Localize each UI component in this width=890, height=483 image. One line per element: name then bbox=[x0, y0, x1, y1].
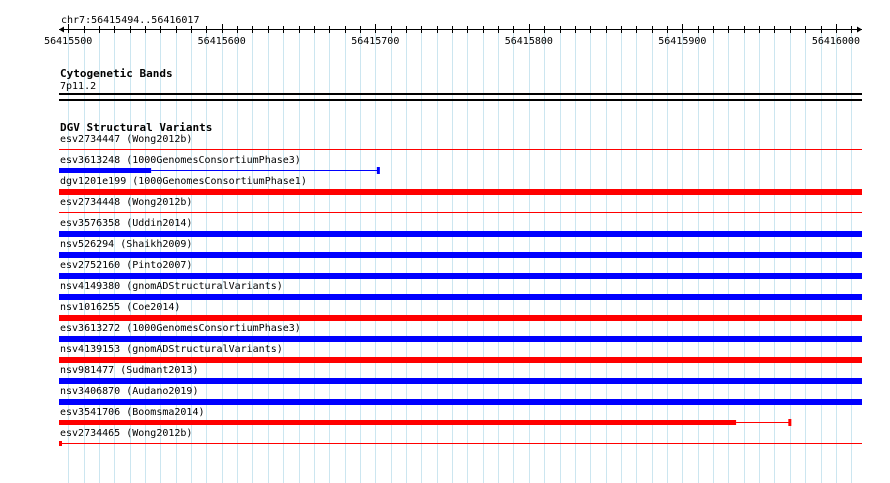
feature-bar[interactable] bbox=[59, 315, 862, 321]
feature-glyph[interactable] bbox=[0, 418, 890, 428]
feature-label[interactable]: nsv526294 (Shaikh2009) bbox=[60, 239, 193, 250]
feature-label[interactable]: dgv1201e199 (1000GenomesConsortiumPhase1) bbox=[60, 176, 307, 187]
feature-start-marker[interactable] bbox=[59, 441, 62, 446]
feature-label[interactable]: esv3613248 (1000GenomesConsortiumPhase3) bbox=[60, 155, 301, 166]
feature-label[interactable]: esv2734447 (Wong2012b) bbox=[60, 134, 193, 145]
feature-bar[interactable] bbox=[59, 399, 862, 405]
feature-label[interactable]: nsv981477 (Sudmant2013) bbox=[60, 365, 199, 376]
ruler-tick-label: 56416000 bbox=[811, 36, 860, 47]
dgv-track-title[interactable]: DGV Structural Variants bbox=[60, 121, 213, 134]
feature-line[interactable] bbox=[59, 212, 862, 213]
feature-glyph[interactable] bbox=[0, 145, 890, 155]
feature-label[interactable]: nsv4149380 (gnomADStructuralVariants) bbox=[60, 281, 283, 292]
feature-glyph[interactable] bbox=[0, 376, 890, 386]
ruler-tick-label: 56415800 bbox=[504, 36, 553, 47]
ruler-tick-label: 56415500 bbox=[44, 36, 93, 47]
feature-end-cap[interactable] bbox=[788, 419, 791, 426]
feature-glyph[interactable] bbox=[0, 397, 890, 407]
ruler-tick-label: 56415900 bbox=[658, 36, 707, 47]
cytoband-label: 7p11.2 bbox=[60, 81, 97, 92]
feature-glyph[interactable] bbox=[0, 439, 890, 449]
feature-glyph[interactable] bbox=[0, 166, 890, 176]
feature-glyph[interactable] bbox=[0, 208, 890, 218]
feature-line[interactable] bbox=[59, 443, 862, 444]
feature-glyph[interactable] bbox=[0, 355, 890, 365]
feature-label[interactable]: esv3576358 (Uddin2014) bbox=[60, 218, 193, 229]
position-label: chr7:56415494..56416017 bbox=[61, 15, 200, 26]
feature-bar[interactable] bbox=[59, 294, 862, 300]
ruler-tick-label: 56415700 bbox=[351, 36, 400, 47]
feature-thin-line[interactable] bbox=[736, 422, 790, 423]
ruler-tick-label: 56415600 bbox=[197, 36, 246, 47]
feature-label[interactable]: esv2734465 (Wong2012b) bbox=[60, 428, 193, 439]
ruler-left-arrow-icon[interactable] bbox=[59, 27, 64, 33]
feature-glyph[interactable] bbox=[0, 187, 890, 197]
feature-bar[interactable] bbox=[59, 378, 862, 384]
cytoband-bar[interactable] bbox=[0, 91, 890, 103]
feature-glyph[interactable] bbox=[0, 313, 890, 323]
feature-label[interactable]: nsv3406870 (Audano2019) bbox=[60, 386, 199, 397]
feature-bar[interactable] bbox=[59, 273, 862, 279]
ruler-right-arrow-icon[interactable] bbox=[857, 27, 862, 33]
ruler bbox=[0, 0, 890, 60]
feature-thin-line[interactable] bbox=[151, 170, 378, 171]
feature-bar[interactable] bbox=[59, 336, 862, 342]
feature-label[interactable]: nsv1016255 (Coe2014) bbox=[60, 302, 181, 313]
feature-glyph[interactable] bbox=[0, 292, 890, 302]
feature-line[interactable] bbox=[59, 149, 862, 150]
feature-label[interactable]: esv3613272 (1000GenomesConsortiumPhase3) bbox=[60, 323, 301, 334]
feature-label[interactable]: nsv4139153 (gnomADStructuralVariants) bbox=[60, 344, 283, 355]
feature-bar[interactable] bbox=[59, 231, 862, 237]
feature-end-cap[interactable] bbox=[377, 167, 380, 174]
feature-thick-bar[interactable] bbox=[59, 420, 736, 425]
feature-glyph[interactable] bbox=[0, 334, 890, 344]
feature-thick-bar[interactable] bbox=[59, 168, 151, 173]
feature-glyph[interactable] bbox=[0, 271, 890, 281]
cytoband-track-title[interactable]: Cytogenetic Bands bbox=[60, 67, 173, 80]
feature-label[interactable]: esv2752160 (Pinto2007) bbox=[60, 260, 193, 271]
feature-bar[interactable] bbox=[59, 189, 862, 195]
feature-bar[interactable] bbox=[59, 252, 862, 258]
feature-label[interactable]: esv3541706 (Boomsma2014) bbox=[60, 407, 205, 418]
feature-glyph[interactable] bbox=[0, 229, 890, 239]
feature-glyph[interactable] bbox=[0, 250, 890, 260]
feature-bar[interactable] bbox=[59, 357, 862, 363]
feature-label[interactable]: esv2734448 (Wong2012b) bbox=[60, 197, 193, 208]
